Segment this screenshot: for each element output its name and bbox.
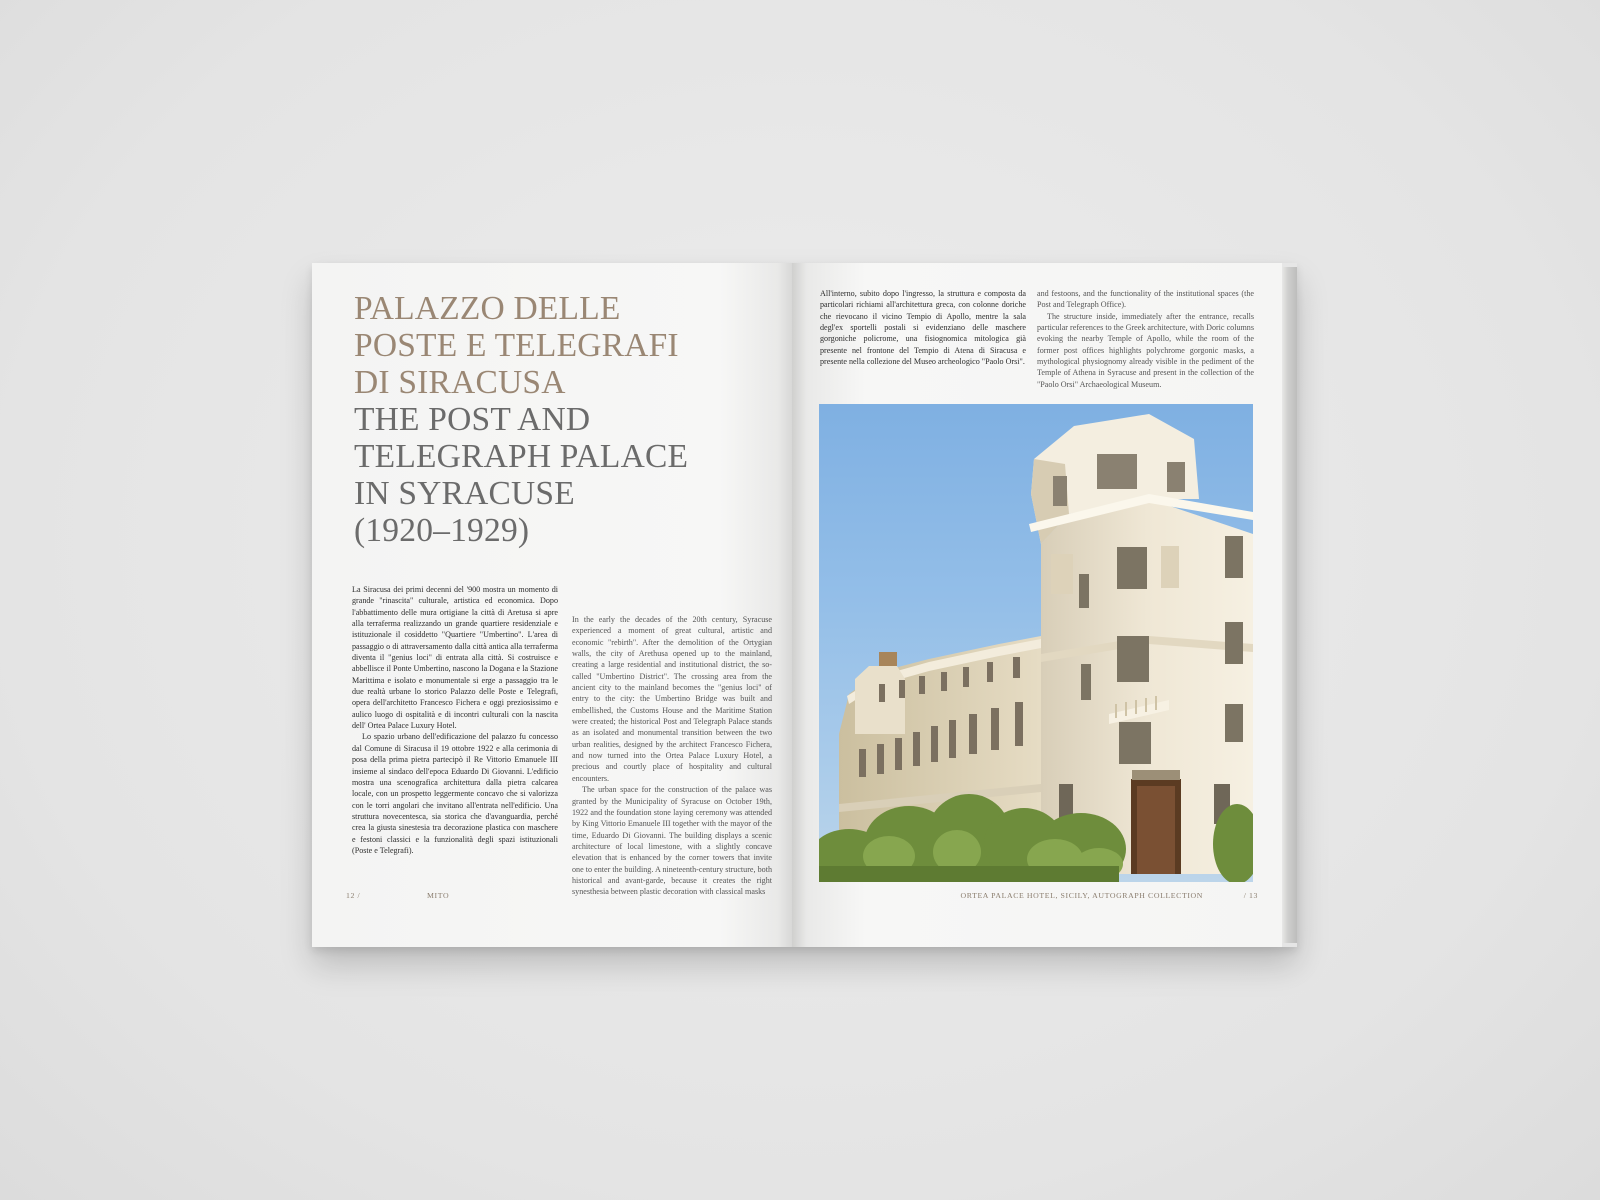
italian-paragraph-3: All'interno, subito dopo l'ingresso, la struttura e composta da particolari richiami all'architettura greca, con colonne doriche che rievocano il vicino Tempio di Apollo, mentre la sala degl'ex sportelli postali si evidenziano delle maschere gorgoniche policrome, una fisiognomica mitologica già presente nel frontone del Tempio di Atena di Siracusa e presente nella collezione del Museo archeologico "Paolo Orsi". xyxy=(820,289,1026,367)
title-it-line-1: PALAZZO DELLE xyxy=(354,290,621,327)
article-title xyxy=(354,290,774,549)
title-en-line-1: THE POST AND xyxy=(354,401,591,438)
title-it-line-2: POSTE E TELEGRAFI xyxy=(354,327,679,364)
english-paragraph-1: In the early the decades of the 20th century, Syracuse experienced a moment of great cultural, artistic and economic "rebirth". After the demolition of the Ortygian walls, the city of Arethusa opened up to the mainland, creating a large residential and institutional district, the so-called "Umbertino District". The crossing area from the ancient city to the mainland becomes the "genius loci" of entry to the city: the Umbertino Bridge was built and embellished, the Customs House and the Maritime Station were created; the historical Post and Telegraph Palace stands as an isolated and monumental transition between the two urban realities, designed by the architect Francesco Fichera, and now turned into the Ortea Palace Luxury Hotel, a precious and courtly place of hospitality and cultural encounters. xyxy=(572,615,772,783)
palace-illustration xyxy=(819,404,1253,882)
magazine-spread xyxy=(312,263,1297,947)
english-text-column-right xyxy=(1037,288,1254,390)
page-number-left: 12 / xyxy=(346,891,361,900)
italian-paragraph-2: Lo spazio urbano dell'edificazione del palazzo fu concesso dal Comune di Siracusa il 19 ottobre 1922 e alla cerimonia di posa della prima pietra partecipò il Re Vittorio Emanuele III insieme al sindaco dell'epoca Eduardo Di Giovanni. L'edificio mostra una scenografica architettura dalla pietra calcarea locale, con un prospetto leggermente concavo che si valorizza con le torri angolari che invitano all'entrata nell'edificio. Una struttura novecentesca, sia storica che d'avanguardia, perché crea la giusta sinestesia tra decorazione plastica con maschere e festoni classici e la funzionalità degli spazi istituzionali (Poste e Telegrafi). xyxy=(352,732,558,855)
title-en-line-3: IN SYRACUSE xyxy=(354,475,575,512)
left-page xyxy=(312,263,792,947)
english-paragraph-2: The urban space for the construction of the palace was granted by the Municipality of Syracuse on October 19th, 1922 and the foundation stone laying ceremony was attended by King Vittorio Emanuele III together with the mayor of the time, Eduardo Di Giovanni. The building displays a scenic architecture of local limestone, with a slightly concave elevation that is enhanced by the corner towers that invite one to enter the building. A nineteenth-century structure, both historical and avant-garde, because it creates the right synesthesia between plastic decoration with classical masks xyxy=(572,785,772,897)
right-page xyxy=(792,263,1282,947)
english-text-column xyxy=(572,614,772,898)
italian-paragraph-1: La Siracusa dei primi decenni del '900 mostra un momento di grande "rinascita" culturale, artistica ed economica. Dopo l'abbattimento delle mura ortigiane la città di Aretusa si apre alla terraferma realizzando un grande quartiere residenziale e istituzionale il cosiddetto "Quartiere "Umbertino". L'area di passaggio o di attraversamento dalla città antica alla terraferma diventa il "genius loci" di entrata alla città. Si costruisce e abbellisce il Ponte Umbertino, nascono la Dogana e la Stazione Marittima e isolato e monumentale si erge a passaggio tra le due realtà urbane lo storico Palazzo delle Poste e Telegrafi, opera dell'architetto Francesco Fichera e oggi preziosissimo e aulico luogo di ospitalità e di incontri culturali con la nascita dell' Ortea Palace Luxury Hotel. xyxy=(352,585,558,731)
page-number-right: / 13 xyxy=(1243,891,1258,900)
title-en-line-2: TELEGRAPH PALACE xyxy=(354,438,689,475)
title-it-line-3: DI SIRACUSA xyxy=(354,364,566,401)
running-head: ORTEA PALACE HOTEL, SICILY, AUTOGRAPH COLLECTION xyxy=(960,891,1203,900)
italian-text-column-right xyxy=(820,288,1026,367)
title-en-dates: (1920–1929) xyxy=(354,512,530,549)
english-paragraph-3: and festoons, and the functionality of the institutional spaces (the Post and Telegraph Office). xyxy=(1037,289,1254,310)
palace-photo xyxy=(819,404,1253,882)
italian-text-column xyxy=(352,584,558,856)
page-edge xyxy=(1282,267,1297,943)
english-paragraph-4: The structure inside, immediately after the entrance, recalls particular references to the Greek architecture, with Doric columns evoking the nearby Temple of Apollo, while the room of the former post offices highlights polychrome gorgonic masks, a mythological physiognomy already visible in the pediment of the Temple of Athena in Syracuse and present in the collection of the "Paolo Orsi" Archaeological Museum. xyxy=(1037,311,1254,389)
magazine-name: MITO xyxy=(427,891,450,900)
